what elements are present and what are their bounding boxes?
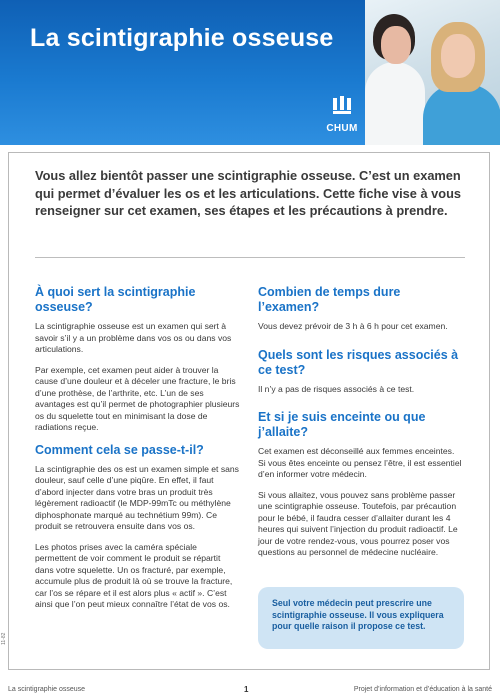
page-title: La scintigraphie osseuse [30, 24, 334, 52]
section-paragraph: Cet examen est déconseillé aux femmes enceintes. Si vous êtes enceinte ou pensez l’être, il est essentiel d’en informer votre médecin. [258, 446, 462, 479]
header-banner [0, 0, 500, 145]
section-paragraph: La scintigraphie des os est un examen simple et sans douleur, sauf celle d’une piqûre. En effet, il faut d’abord injecter dans votre bras un produit très légèrement radioactif (le MDP-99mTc ou méthylène diphosphonate marqué au technétium 99m). Ce produit se retrouvera ensuite dans vos os. [35, 463, 239, 531]
header-photo [365, 0, 500, 145]
callout-box: Seul votre médecin peut prescrire une scintigraphie osseuse. Il vous expliquera pour quelle raison il propose ce test. [258, 587, 464, 649]
section-paragraph: Il n’y a pas de risques associés à ce test. [258, 383, 415, 394]
section-heading-pregnancy: Et si je suis enceinte ou que j’allaite? [258, 410, 426, 439]
section-heading-duration: Combien de temps dure l’examen? [258, 285, 401, 314]
margin-code: 11-82 [1, 632, 7, 645]
section-heading-purpose: À quoi sert la scintigraphie osseuse? [35, 285, 196, 314]
chum-logo [322, 96, 362, 136]
section-heading-procedure: Comment cela se passe-t-il? [35, 442, 204, 457]
section-paragraph: La scintigraphie osseuse est un examen qui sert à savoir s’il y a un problème dans vos os ou dans vos articulations. [35, 321, 232, 354]
section-paragraph: Vous devez prévoir de 3 h à 6 h pour cet examen. [258, 321, 448, 331]
section-paragraph: Les photos prises avec la caméra spéciale permettent de voir comment le produit se répartit dans votre squelette. Un os fracturé, par exemple, accumule plus de produit là où se trouve la fracture, car l’os se répare et il est alors plus « actif ». C’est ainsi que l’on peut mieux connaître l’état de vos os. [35, 541, 233, 609]
footer [0, 682, 500, 700]
footer-project: Projet d’information et d’éducation à la santé [353, 686, 492, 693]
section-paragraph: Si vous allaitez, vous pouvez sans problème passer une scintigraphie osseuse. Toutefois, par précaution pour le bébé, il faudra cesser d’allaiter durant les 4 heures qui suivent l’injection du produit radioactif. Le jour de votre rendez-vous, vous pourrez poser vos questions au personnel de médecine nucléaire. [258, 489, 458, 557]
left-column [35, 285, 240, 620]
page-number: 1 [244, 685, 249, 694]
footer-title: La scintigraphie osseuse [8, 686, 86, 693]
intro-paragraph: Vous allez bientôt passer une scintigraphie osseuse. C’est un examen qui permet d’évaluer les os et les articulations. Cette fiche vise à vous renseigner sur cet examen, ses étapes et les précautions à prendre. [35, 168, 462, 218]
section-heading-risks: Quels sont les risques associés à ce test? [258, 347, 459, 377]
section-paragraph: Par exemple, cet examen peut aider à trouver la cause d’une douleur et à déceler une fracture, le bris d’une prothèse, de l’arthrite, etc. L’un de ses avantages est qu’il permet de photographier plusieurs os du squelette tout en minimisant la dose de radiations reçue. [35, 364, 240, 432]
logo-text: CHUM [326, 123, 358, 134]
divider [35, 257, 465, 258]
chum-logo-icon [331, 96, 353, 116]
content-frame [8, 152, 490, 670]
right-column [258, 285, 463, 568]
